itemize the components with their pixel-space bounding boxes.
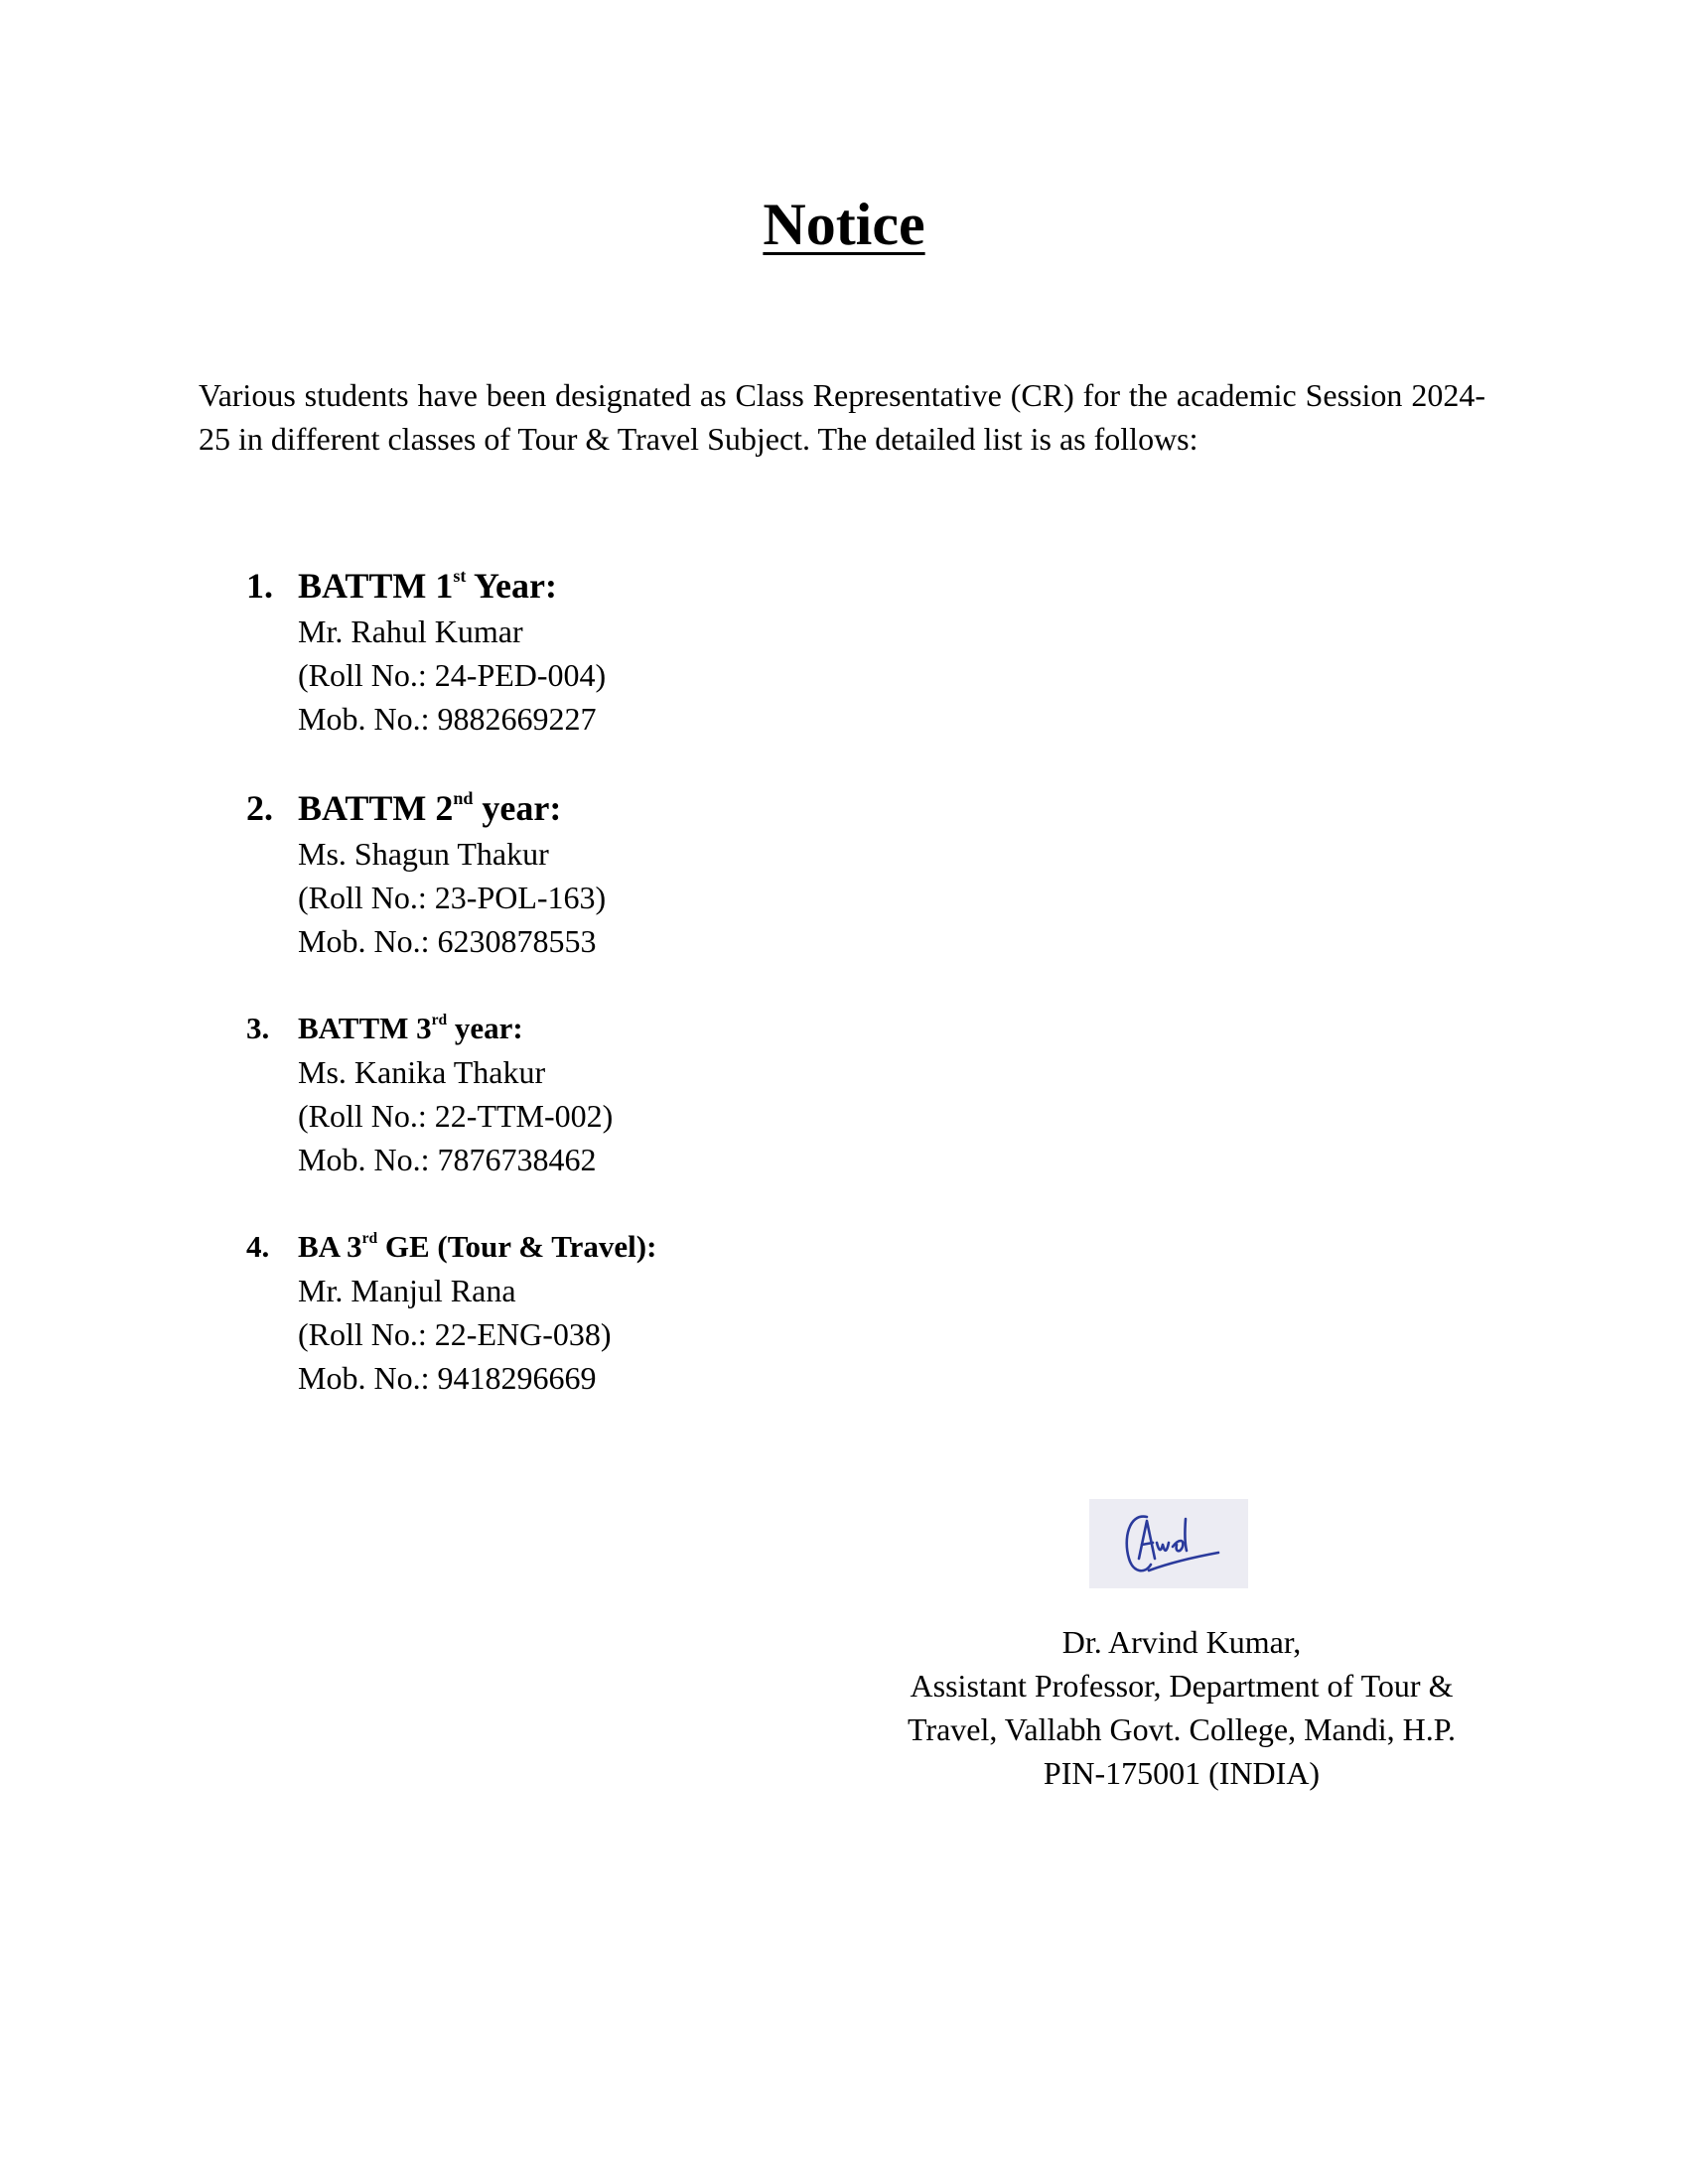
mobile-number: Mob. No.: 6230878553 [298,923,597,959]
student-name: Mr. Rahul Kumar [298,614,523,649]
roll-number: (Roll No.: 23-POL-163) [298,880,607,915]
class-heading: BATTM 3rd year: [298,1011,523,1045]
list-item [246,784,1140,963]
item-number: 3. [246,1011,270,1045]
item-number: 2. [246,788,273,828]
student-name: Ms. Kanika Thakur [298,1054,546,1090]
signatory-name: Dr. Arvind Kumar, [1061,1624,1302,1660]
signature-image [1089,1499,1248,1588]
class-heading: BA 3rd GE (Tour & Travel): [298,1229,657,1264]
signatory-pin: PIN-175001 (INDIA) [1043,1755,1321,1791]
page-title: Notice [763,192,925,257]
mobile-number: Mob. No.: 9882669227 [298,701,597,737]
student-name: Ms. Shagun Thakur [298,836,549,872]
student-name: Mr. Manjul Rana [298,1273,516,1308]
class-representative-list [246,562,1140,1443]
handwritten-signature-icon [1089,1499,1248,1588]
signatory-block [874,1620,1489,1795]
roll-number: (Roll No.: 22-TTM-002) [298,1098,614,1134]
list-item [246,562,1140,741]
signatory-designation: Assistant Professor, Department of Tour & [910,1668,1454,1704]
roll-number: (Roll No.: 24-PED-004) [298,657,607,693]
class-heading: BATTM 2nd year: [298,787,562,828]
list-item [246,1225,1140,1400]
list-item [246,1007,1140,1181]
signatory-institution: Travel, Vallabh Govt. College, Mandi, H.P. [908,1711,1456,1747]
item-number: 4. [246,1229,270,1264]
mobile-number: Mob. No.: 7876738462 [298,1142,597,1177]
mobile-number: Mob. No.: 9418296669 [298,1360,597,1396]
intro-paragraph: Various students have been designated as Class Representative (CR) for the academic Session 2024-25 in different classes of Tour & Travel Subject. The detailed list is as follows: [199,377,1485,457]
roll-number: (Roll No.: 22-ENG-038) [298,1316,612,1352]
class-heading: BATTM 1st Year: [298,565,557,606]
item-number: 1. [246,566,273,606]
